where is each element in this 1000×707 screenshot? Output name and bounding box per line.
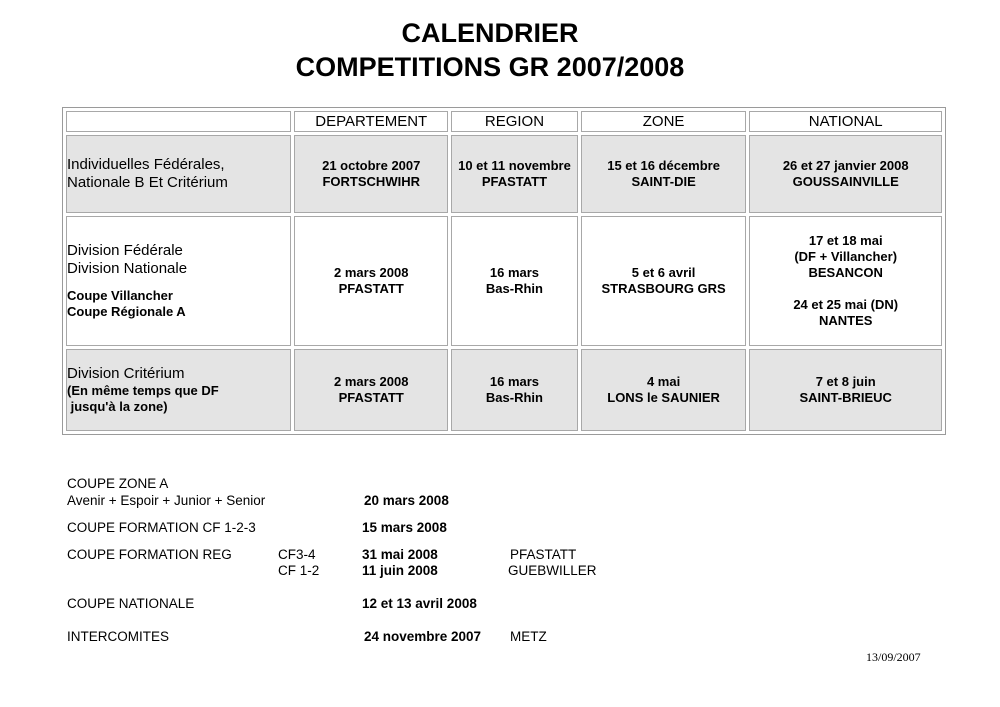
cell-place: NANTES — [818, 313, 873, 328]
header-region: REGION — [451, 111, 578, 132]
row-label-line: Nationale B Et Critérium — [67, 174, 228, 191]
event-date: 11 juin 2008 — [362, 563, 438, 578]
cell-place: BESANCON — [808, 265, 883, 280]
national-cell — [749, 135, 942, 213]
cell-place: Bas-Rhin — [485, 390, 543, 405]
cell-date: 16 mars — [489, 374, 540, 389]
page-subtitle: COMPETITIONS GR 2007/2008 — [295, 52, 685, 82]
cell-date: 24 et 25 mai (DN) — [793, 297, 899, 312]
cell-date: 4 mai — [646, 374, 681, 389]
header-departement: DEPARTEMENT — [294, 111, 448, 132]
cell-detail: (DF + Villancher) — [794, 249, 898, 264]
departement-cell — [294, 135, 448, 213]
table-header-row — [66, 111, 942, 132]
event-date: 15 mars 2008 — [362, 520, 447, 535]
cell-date: 26 et 27 janvier 2008 — [782, 158, 909, 173]
national-cell — [749, 216, 942, 346]
departement-cell — [294, 349, 448, 431]
footer-date: 13/09/2007 — [866, 650, 921, 664]
row-sublabel-line: (En même temps que DF — [67, 383, 219, 398]
event-place: PFASTATT — [510, 547, 577, 562]
cell-place: FORTSCHWIHR — [322, 174, 420, 189]
departement-cell — [294, 216, 448, 346]
header-national: NATIONAL — [749, 111, 942, 132]
event-place: METZ — [510, 629, 547, 644]
cell-date: 16 mars — [489, 265, 540, 280]
row-label — [66, 135, 291, 213]
cell-place: Bas-Rhin — [485, 281, 543, 296]
cell-date: 2 mars 2008 — [334, 374, 409, 389]
region-cell — [451, 216, 578, 346]
event-coupe-formation: COUPE FORMATION CF 1-2-3 — [67, 520, 256, 535]
event-date: 20 mars 2008 — [364, 493, 449, 508]
row-label-line: Division Nationale — [67, 260, 188, 277]
region-cell — [451, 135, 578, 213]
cell-place: LONS le SAUNIER — [607, 390, 720, 405]
region-cell — [451, 349, 578, 431]
cell-place: SAINT-DIE — [631, 174, 696, 189]
cell-date: 5 et 6 avril — [631, 265, 696, 280]
row-label-line: Division Fédérale — [67, 242, 183, 259]
competition-calendar-table — [62, 107, 946, 435]
table-row — [66, 349, 942, 431]
event-coupe-nationale: COUPE NATIONALE — [67, 596, 195, 611]
row-sublabel-line: jusqu'à la zone) — [67, 399, 168, 414]
zone-cell — [581, 349, 747, 431]
cell-place: PFASTATT — [338, 281, 404, 296]
table-row — [66, 135, 942, 213]
event-category: Avenir + Espoir + Junior + Senior — [67, 493, 266, 508]
event-category: CF3-4 — [278, 547, 316, 562]
zone-cell — [581, 135, 747, 213]
event-date: 31 mai 2008 — [362, 547, 438, 562]
page-title: CALENDRIER — [401, 18, 579, 48]
header-empty-cell — [66, 111, 291, 132]
event-coupe-formation-reg: COUPE FORMATION REG — [67, 547, 232, 562]
national-cell — [749, 349, 942, 431]
event-coupe-zone-a: COUPE ZONE A — [67, 476, 169, 491]
event-date: 12 et 13 avril 2008 — [362, 596, 477, 611]
row-label — [66, 216, 291, 346]
event-category: CF 1-2 — [278, 563, 320, 578]
cell-place: PFASTATT — [338, 390, 404, 405]
header-zone: ZONE — [581, 111, 747, 132]
row-sublabel-line: Coupe Régionale A — [67, 304, 186, 319]
event-place: GUEBWILLER — [508, 563, 597, 578]
cell-date: 10 et 11 novembre — [458, 158, 571, 173]
cell-date: 21 octobre 2007 — [322, 158, 421, 173]
cell-place: SAINT-BRIEUC — [799, 390, 892, 405]
cell-date: 17 et 18 mai — [808, 233, 883, 248]
cell-date: 7 et 8 juin — [815, 374, 876, 389]
event-date: 24 novembre 2007 — [364, 629, 482, 644]
row-label-line: Individuelles Fédérales, — [67, 156, 225, 173]
row-label — [66, 349, 291, 431]
cell-place: PFASTATT — [481, 174, 548, 189]
row-label-line: Division Critérium — [67, 365, 185, 382]
cell-date: 2 mars 2008 — [334, 265, 409, 280]
cell-date: 15 et 16 décembre — [607, 158, 720, 173]
table-row — [66, 216, 942, 346]
event-intercomites: INTERCOMITES — [67, 629, 170, 644]
cell-place: GOUSSAINVILLE — [792, 174, 899, 189]
zone-cell — [581, 216, 747, 346]
cell-place: STRASBOURG GRS — [601, 281, 726, 296]
row-sublabel-line: Coupe Villancher — [67, 288, 173, 303]
